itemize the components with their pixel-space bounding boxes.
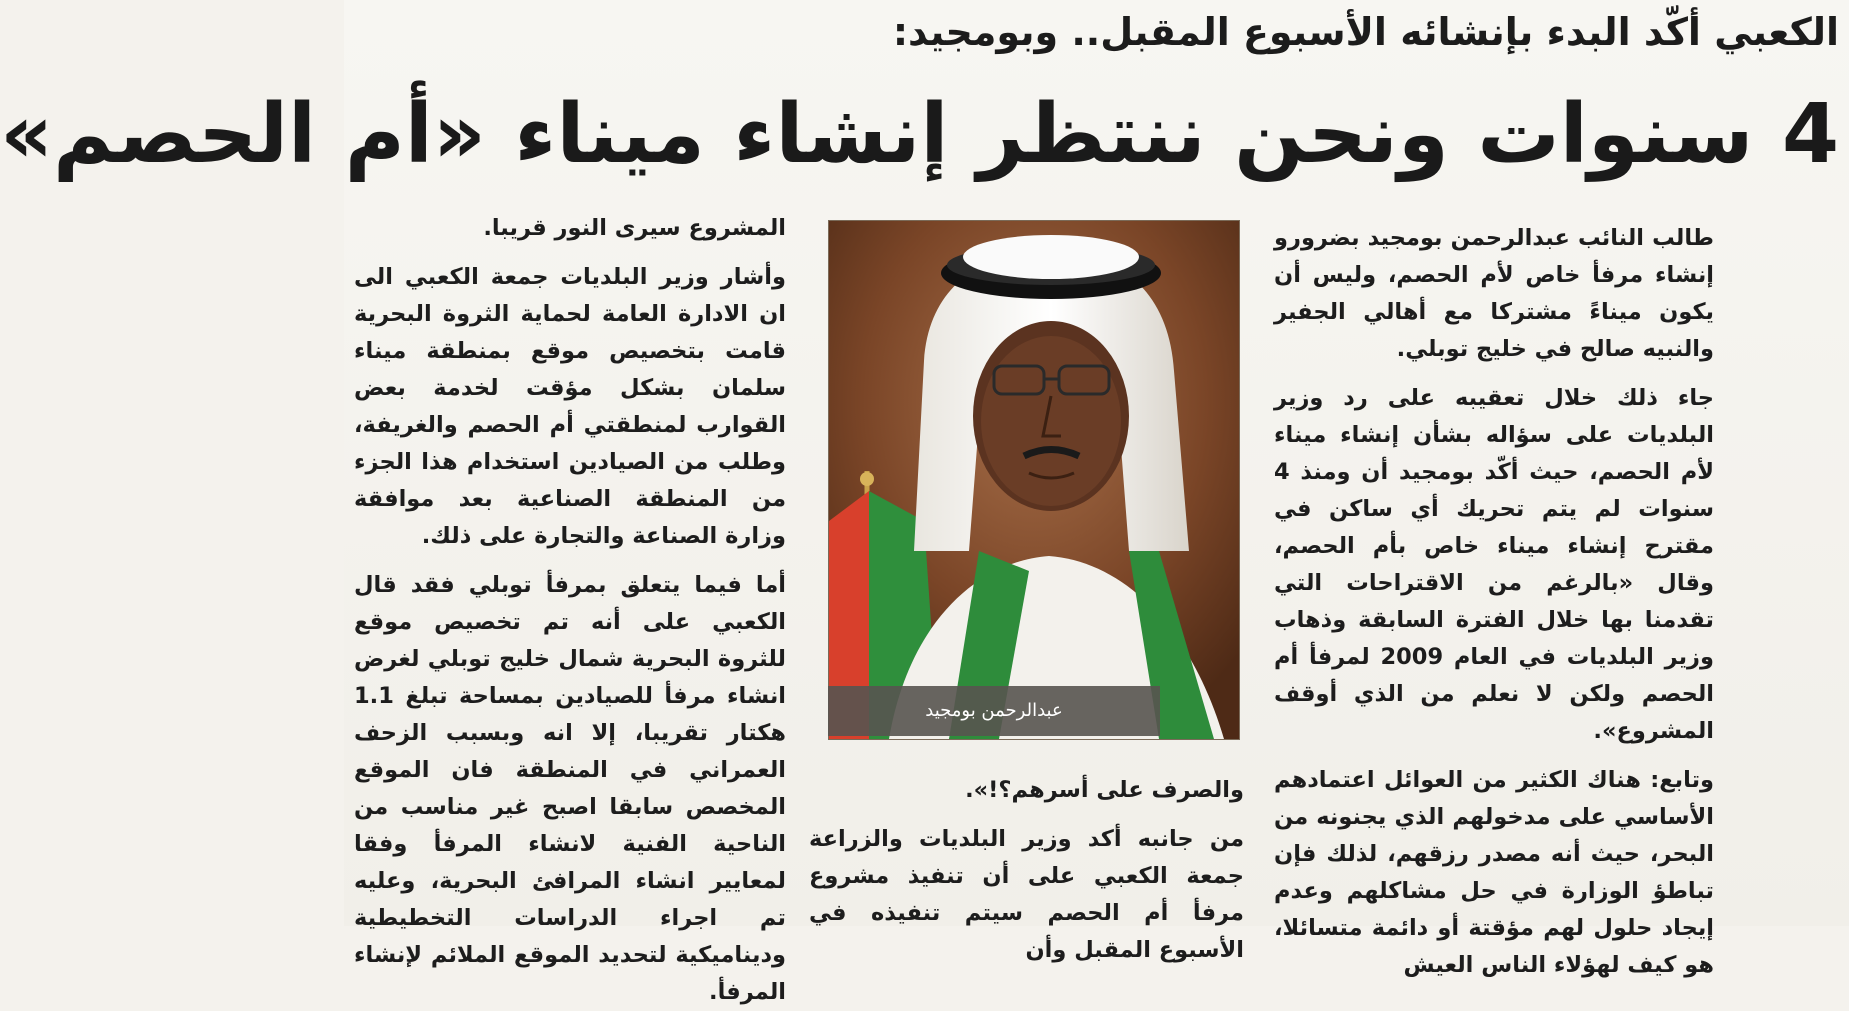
- paragraph: وأشار وزير البلديات جمعة الكعبي الى ان الادارة العامة لحماية الثروة البحرية قامت بتخصيص موقع بمنطقة ميناء سلمان بشكل مؤقت لخدمة بعض القوارب لمنطقتي أم الحصم والغريفة، وطلب من الصيادين استخدام هذا الجزء من المنطقة الصناعية بعد موافقة وزارة الصناعة والتجارة على ذلك.: [354, 264, 786, 549]
- photo-caption: عبدالرحمن بومجيد: [828, 686, 1160, 736]
- paragraph: طالب النائب عبدالرحمن بومجيد بضرورو إنشاء مرفأ خاص لأم الحصم، وليس أن يكون ميناءً مشتركا مع أهالي الجفير والنبيه صالح في خليج توبلي.: [1274, 225, 1714, 362]
- paragraph: من جانبه أكد وزير البلديات والزراعة جمعة الكعبي على أن تنفيذ مشروع مرفأ أم الحصم سيتم تنفيذه في الأسبوع المقبل وأن: [809, 826, 1244, 963]
- article-column-right: [1274, 220, 1714, 978]
- paragraph: المشروع سيرى النور قريبا.: [483, 215, 786, 241]
- paragraph: والصرف على أسرهم؟!».: [965, 777, 1244, 803]
- article-column-left: [354, 210, 786, 1005]
- portrait-illustration: [829, 221, 1239, 739]
- paragraph: وتابع: هناك الكثير من العوائل اعتمادهم الأساسي على مدخولهم الذي يجنونه من البحر، حيث أنه مصدر رزقهم، لذلك فإن تباطؤ الوزارة في حل مشاكلهم وعدم إيجاد حلول لهم مؤقتة أو دائمة متسائلا، هو كيف لهؤلاء الناس العيش: [1274, 767, 1714, 978]
- portrait-photo: [828, 220, 1240, 740]
- article-headline: 4 سنوات ونحن ننتظر إنشاء ميناء «أم الحصم»: [0, 87, 1839, 182]
- paragraph: جاء ذلك خلال تعقيبه على رد وزير البلديات على سؤاله بشأن إنشاء ميناء لأم الحصم، حيث أكّد بومجيد أن ومنذ 4 سنوات لم يتم تحريك أي ساكن في مقترح إنشاء ميناء خاص بأم الحصم، وقال «بالرغم من الاقتراحات التي تقدمنا بها خلال الفترة السابقة وذهاب وزير البلديات في العام 2009 لمرفأ أم الحصم ولكن لا نعلم من الذي أوقف المشروع».: [1274, 385, 1714, 744]
- paragraph: أما فيما يتعلق بمرفأ توبلي فقد قال الكعبي على أنه تم تخصيص موقع للثروة البحرية شمال خليج توبلي لغرض انشاء مرفأ للصيادين بمساحة تبلغ 1.1 هكتار تقريبا، إلا انه وبسبب الزحف العمراني في المنطقة فان الموقع المخصص سابقا اصبح غير مناسب من الناحية الفنية لانشاء المرفأ وفقا لمعايير انشاء المرافئ البحرية، وعليه تم اجراء الدراسات التخطيطية وديناميكية لتحديد الموقع الملائم لإنشاء المرفأ.: [354, 572, 786, 1005]
- article-kicker: الكعبي أكّد البدء بإنشائه الأسبوع المقبل.. وبومجيد:: [892, 10, 1839, 54]
- article-column-middle: [809, 772, 1244, 963]
